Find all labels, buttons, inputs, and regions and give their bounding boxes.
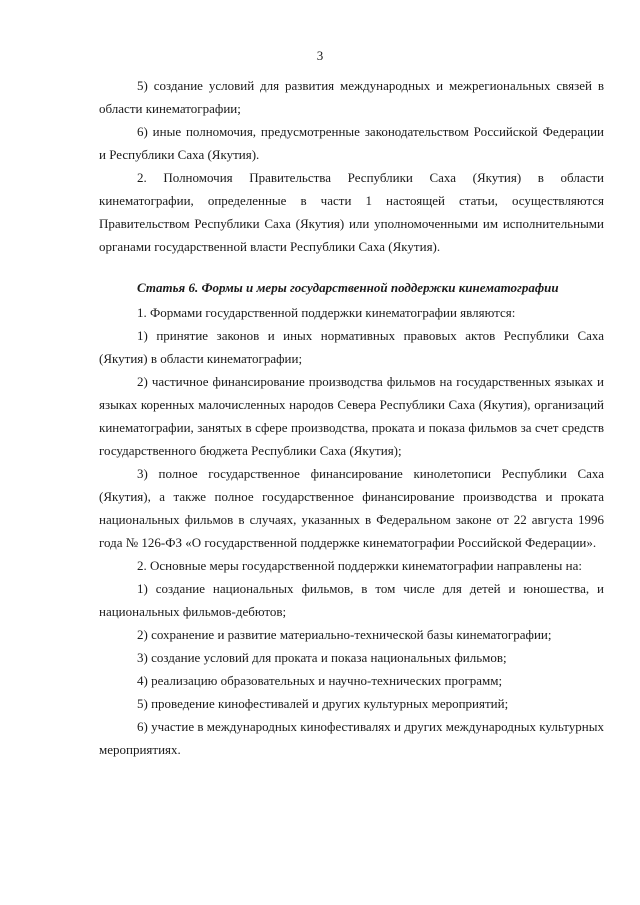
- page-content: [99, 74, 604, 761]
- article-6-heading: Статья 6. Формы и меры государственной поддержки кинематографии: [137, 280, 559, 295]
- paragraph-measure-5-festivals: 5) проведение кинофестивалей и других культурных мероприятий;: [137, 696, 509, 711]
- paragraph-government-powers: 2. Полномочия Правительства Республики Саха (Якутия) в области кинематографии, определенные в части 1 настоящей статьи, осуществляются Правительством Республики Саха (Якутия) или уполномоченными им исполнительными органами государственной власти Республики Саха (Якутия).: [99, 170, 604, 254]
- paragraph-measures-intro: 2. Основные меры государственной поддержки кинематографии направлены на:: [137, 558, 582, 573]
- paragraph-measure-6-international: 6) участие в международных кинофестивалях и других международных культурных мероприятиях.: [99, 719, 604, 757]
- paragraph-measure-4-education: 4) реализацию образовательных и научно-технических программ;: [137, 673, 503, 688]
- paragraph-item-6-other-powers: 6) иные полномочия, предусмотренные законодательством Российской Федерации и Республики Саха (Якутия).: [99, 124, 604, 162]
- paragraph-form-2-partial-financing: 2) частичное финансирование производства фильмов на государственных языках и языках коренных малочисленных народов Севера Республики Саха (Якутия), организаций кинематографии, занятых в сфере производства, проката и показа фильмов за счет средств государственного бюджета Республики Саха (Якутия);: [99, 374, 604, 458]
- paragraph-measure-3-distribution: 3) создание условий для проката и показа национальных фильмов;: [137, 650, 507, 665]
- paragraph-item-5-international-relations: 5) создание условий для развития международных и межрегиональных связей в области кинематографии;: [99, 78, 604, 116]
- page-number: 3: [316, 48, 324, 63]
- paragraph-measure-1-national-films: 1) создание национальных фильмов, в том числе для детей и юношества, и национальных фильмов-дебютов;: [99, 581, 604, 619]
- paragraph-form-1-laws: 1) принятие законов и иных нормативных правовых актов Республики Саха (Якутия) в области кинематографии;: [99, 328, 604, 366]
- paragraph-measure-2-material-base: 2) сохранение и развитие материально-технической базы кинематографии;: [137, 627, 552, 642]
- paragraph-forms-intro: 1. Формами государственной поддержки кинематографии являются:: [137, 305, 516, 320]
- paragraph-form-3-full-financing: 3) полное государственное финансирование кинолетописи Республики Саха (Якутия), а также полное государственное финансирование производства и проката национальных фильмов в случаях, указанных в Федеральном законе от 22 августа 1996 года № 126-ФЗ «О государственной поддержке кинематографии Российской Федерации».: [99, 466, 604, 550]
